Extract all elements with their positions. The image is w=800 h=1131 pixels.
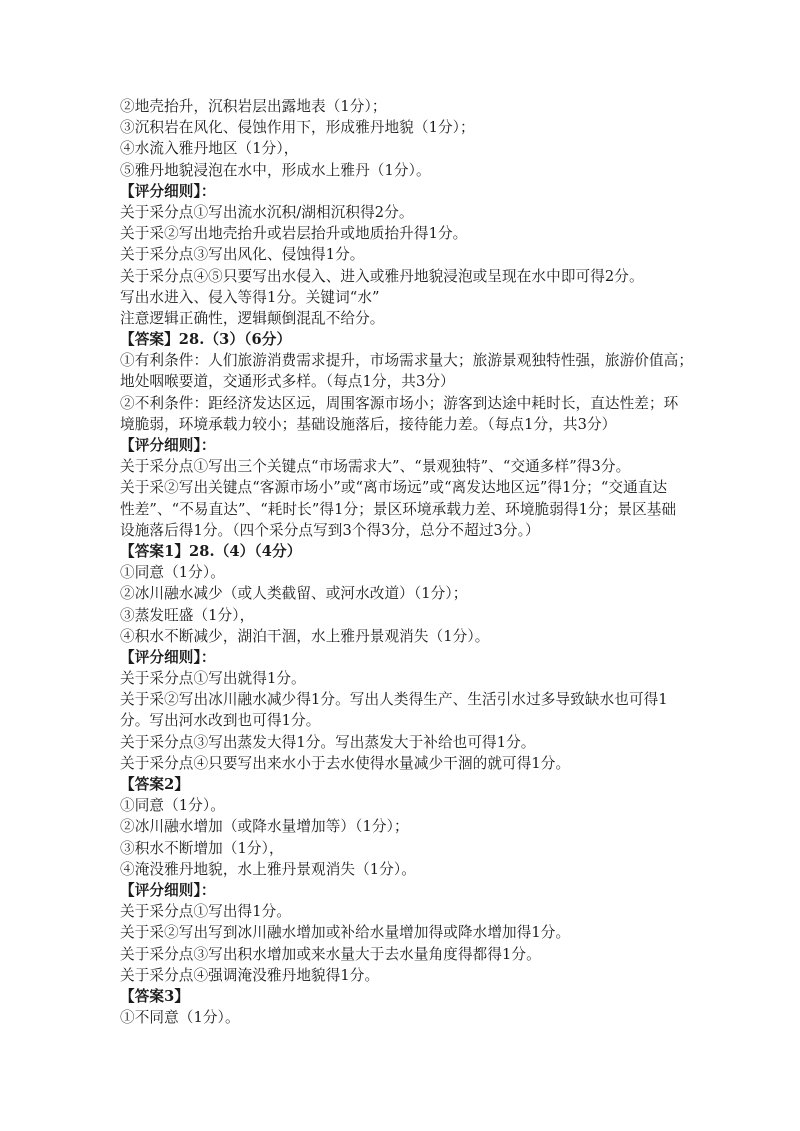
section-heading: 【评分细则】： xyxy=(120,437,216,454)
text-line: ④淹没雅丹地貌，水上雅丹景观消失（1分）。 xyxy=(120,860,416,878)
document-page xyxy=(120,96,694,1028)
text-line: ②冰川融水减少（或人类截留、或河水改道）（1分）； xyxy=(120,585,468,603)
text-line: ①同意（1分）。 xyxy=(120,797,225,815)
text-line: 关于采分点③写出积水增加或来水量大于去水量角度得都得1分。 xyxy=(120,945,541,963)
text-line: 设施落后得1分。（四个采分点写到3个得3分，总分不超过3分。） xyxy=(120,521,540,539)
section-heading: 【答案2】 xyxy=(120,776,190,793)
text-line: 境脆弱，环境承载力较小；基础设施落后，接待能力差。（每点1分，共3分） xyxy=(120,415,617,433)
section-heading: 【答案3】 xyxy=(120,987,190,1005)
text-line: ②不利条件：距经济发达区远，周围客源市场小；游客到达途中耗时长，直达性差；环 xyxy=(120,394,679,412)
text-line: 关于采分点④强调淹没雅丹地貌得1分。 xyxy=(120,966,380,984)
text-line: 关于采分点①写出三个关键点“市场需求大”、“景观独特”、“交通多样”得3分。 xyxy=(120,458,631,476)
section-heading: 【答案1】28.（4）（4分） xyxy=(120,542,302,560)
text-line: 关于采②写出地壳抬升或岩层抬升或地质抬升得1分。 xyxy=(120,225,468,243)
text-line: ③积水不断增加（1分）， xyxy=(120,839,284,857)
text-line: 关于采②写出冰川融水减少得1分。写出人类得生产、生活引水过多导致缺水也可得1 xyxy=(120,691,668,709)
section-heading: 【评分细则】： xyxy=(120,182,216,200)
text-line: ①有利条件：人们旅游消费需求提升，市场需求量大；旅游景观独特性强，旅游价值高； xyxy=(120,352,694,370)
text-line: 分。写出河水改到也可得1分。 xyxy=(120,712,321,730)
text-line: ③沉积岩在风化、侵蚀作用下，形成雅丹地貌（1分）； xyxy=(120,119,475,137)
text-line: ④水流入雅丹地区（1分）， xyxy=(120,140,299,158)
text-line: ④积水不断减少，湖泊干涸，水上雅丹景观消失（1分）。 xyxy=(120,627,490,645)
text-line: 关于采②写出写到冰川融水增加或补给水量增加得或降水增加得1分。 xyxy=(120,924,571,942)
text-line: 关于采分点④只要写出来水小于去水使得水量减少干涸的就可得1分。 xyxy=(120,754,571,772)
text-line: 关于采分点①写出就得1分。 xyxy=(120,670,306,688)
text-line: ①不同意（1分）。 xyxy=(120,1009,240,1027)
text-line: ①同意（1分）。 xyxy=(120,564,225,582)
text-line: ⑤雅丹地貌浸泡在水中，形成水上雅丹（1分）。 xyxy=(120,161,431,179)
text-line: 地处咽喉要道，交通形式多样。（每点1分，共3分） xyxy=(120,373,455,391)
text-line: 关于采②写出关键点“客源市场小”或“离市场远”或“离发达地区远”得1分；“交通直达 xyxy=(120,479,668,497)
text-line: 注意逻辑正确性，逻辑颠倒混乱不给分。 xyxy=(120,309,385,327)
text-line: ②冰川融水增加（或降水量增加等）（1分）； xyxy=(120,818,409,836)
text-line: 关于采分点③写出蒸发大得1分。写出蒸发大于补给也可得1分。 xyxy=(120,733,536,751)
text-line: 写出水进入、侵入等得1分。关键词“水” xyxy=(120,288,380,306)
text-line: 关于采分点①写出流水沉积/湖相沉积得2分。 xyxy=(120,203,414,221)
text-line: ②地壳抬升，沉积岩层出露地表（1分）； xyxy=(120,98,387,115)
section-heading: 【评分细则】： xyxy=(120,648,216,666)
section-heading: 【答案】28.（3）（6分） xyxy=(120,331,292,349)
text-line: 性差”、“不易直达”、“耗时长”得1分；景区环境承载力差、环境脆弱得1分；景区基础 xyxy=(120,500,677,518)
text-line: ③蒸发旺盛（1分）， xyxy=(120,606,255,624)
text-line: 关于采分点③写出风化、侵蚀得1分。 xyxy=(120,246,365,264)
text-line: 关于采分点①写出得1分。 xyxy=(120,903,292,921)
text-line: 关于采分点④⑤只要写出水侵入、进入或雅丹地貌浸泡或呈现在水中即可得2分。 xyxy=(120,267,644,285)
section-heading: 【评分细则】： xyxy=(120,881,216,899)
